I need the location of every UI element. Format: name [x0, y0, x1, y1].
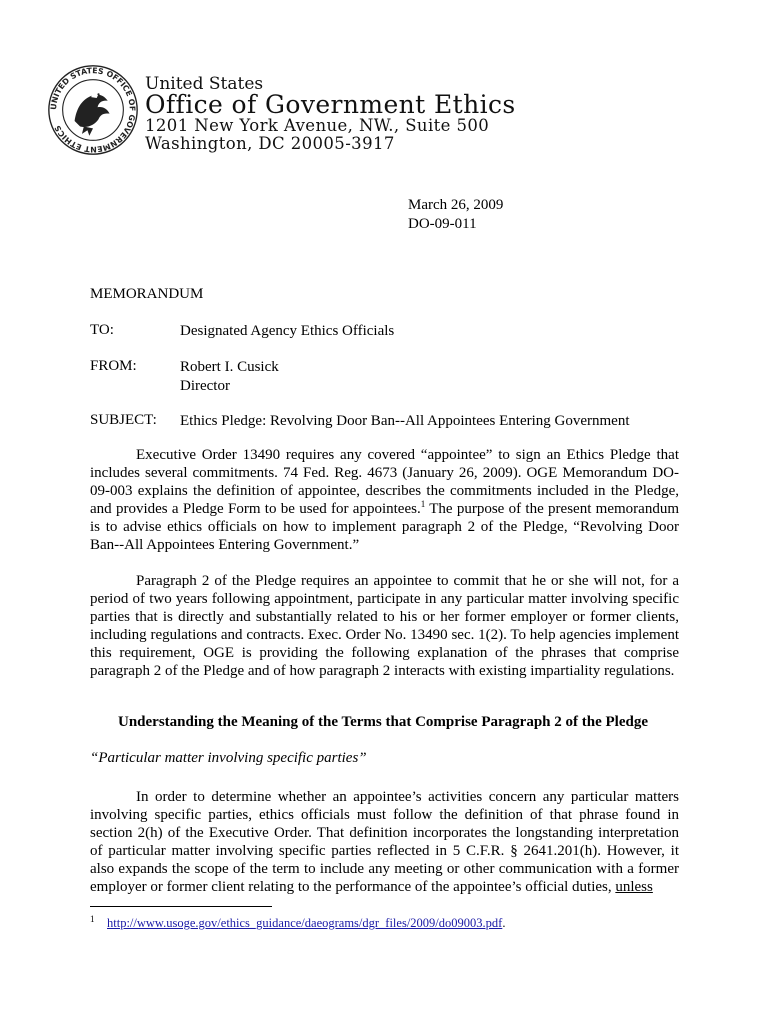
para2-text: Paragraph 2 of the Pledge requires an appointee to commit that he or she will not, for a period of two years following appointment, participate in any particular matter involving specific parties that is directly and substantially related to his or her former employer or former clients, including regulations and contracts. Exec. Order No. 13490 sec. 1(2). To help agencies implement this requirement, OGE is providing the following explanation of the phrases that comprise paragraph 2 of the Pledge and of how paragraph 2 interacts with existing impartiality regulations.: [90, 573, 679, 679]
agency-address-city: Washington, DC 20005-3917: [145, 134, 395, 153]
body-paragraph-2: [90, 572, 679, 680]
memo-date: March 26, 2009: [408, 197, 504, 213]
subheading: “Particular matter involving specific parties”: [90, 750, 367, 766]
footnote: [90, 913, 506, 931]
body-paragraph-1: [90, 446, 679, 554]
body-paragraph-3: [90, 788, 679, 896]
footnote-link[interactable]: http://www.usoge.gov/ethics_guidance/daeograms/dgr_files/2009/do09003.pdf: [107, 916, 503, 930]
memo-title: MEMORANDUM: [90, 286, 204, 302]
document-number: DO-09-011: [408, 216, 477, 232]
section-heading: Understanding the Meaning of the Terms that Comprise Paragraph 2 of the Pledge: [118, 714, 648, 730]
para3-underlined-word: unless: [615, 879, 653, 895]
from-label: FROM:: [90, 358, 137, 374]
para1-text-after: The purpose of the present memorandum is to advise ethics officials on how to implement paragraph 2 of the Pledge, “Revolving Door Ban--All Appointees Entering Government.”: [90, 501, 679, 553]
to-label: TO:: [90, 322, 114, 338]
oge-seal-icon: [47, 64, 139, 156]
footnote-ref: 1: [420, 499, 426, 509]
subject-value: Ethics Pledge: Revolving Door Ban--All Appointees Entering Government: [180, 413, 630, 429]
agency-country: United States: [145, 74, 264, 94]
footnote-number: 1: [90, 913, 95, 924]
from-value: [180, 358, 279, 396]
agency-address-street: 1201 New York Avenue, NW., Suite 500: [145, 116, 490, 135]
subject-label: SUBJECT:: [90, 412, 157, 428]
footnote-divider: [90, 906, 272, 907]
date-block: [408, 196, 503, 234]
agency-name: Office of Government Ethics: [145, 90, 516, 119]
para3-text: In order to determine whether an appointee’s activities concern any particular matters involving specific parties, ethics officials must follow the definition of that phrase found in section 2(h) of the Executive Order. That definition incorporates the longstanding interpretation of particular matter involving specific parties reflected in 5 C.F.R. § 2641.201(h). However, it also expands the scope of the term to include any meeting or other communication with a former employer or former client relating to the performance of the appointee’s official duties,: [90, 789, 679, 895]
to-value: Designated Agency Ethics Officials: [180, 323, 395, 339]
footnote-trailing: .: [502, 916, 506, 930]
from-title: Director: [180, 378, 230, 394]
from-name: Robert I. Cusick: [180, 359, 279, 375]
para1-text: Executive Order 13490 requires any covered “appointee” to sign an Ethics Pledge that includes several commitments. 74 Fed. Reg. 4673 (January 26, 2009). OGE Memorandum DO-09-003 explains the definition of appointee, describes the commitments included in the Pledge, and provides a Pledge Form to be used for appointees.: [90, 447, 679, 517]
seal-ring-text: UNITED STATES OFFICE OF GOVERNMENT ETHICS: [49, 66, 137, 154]
